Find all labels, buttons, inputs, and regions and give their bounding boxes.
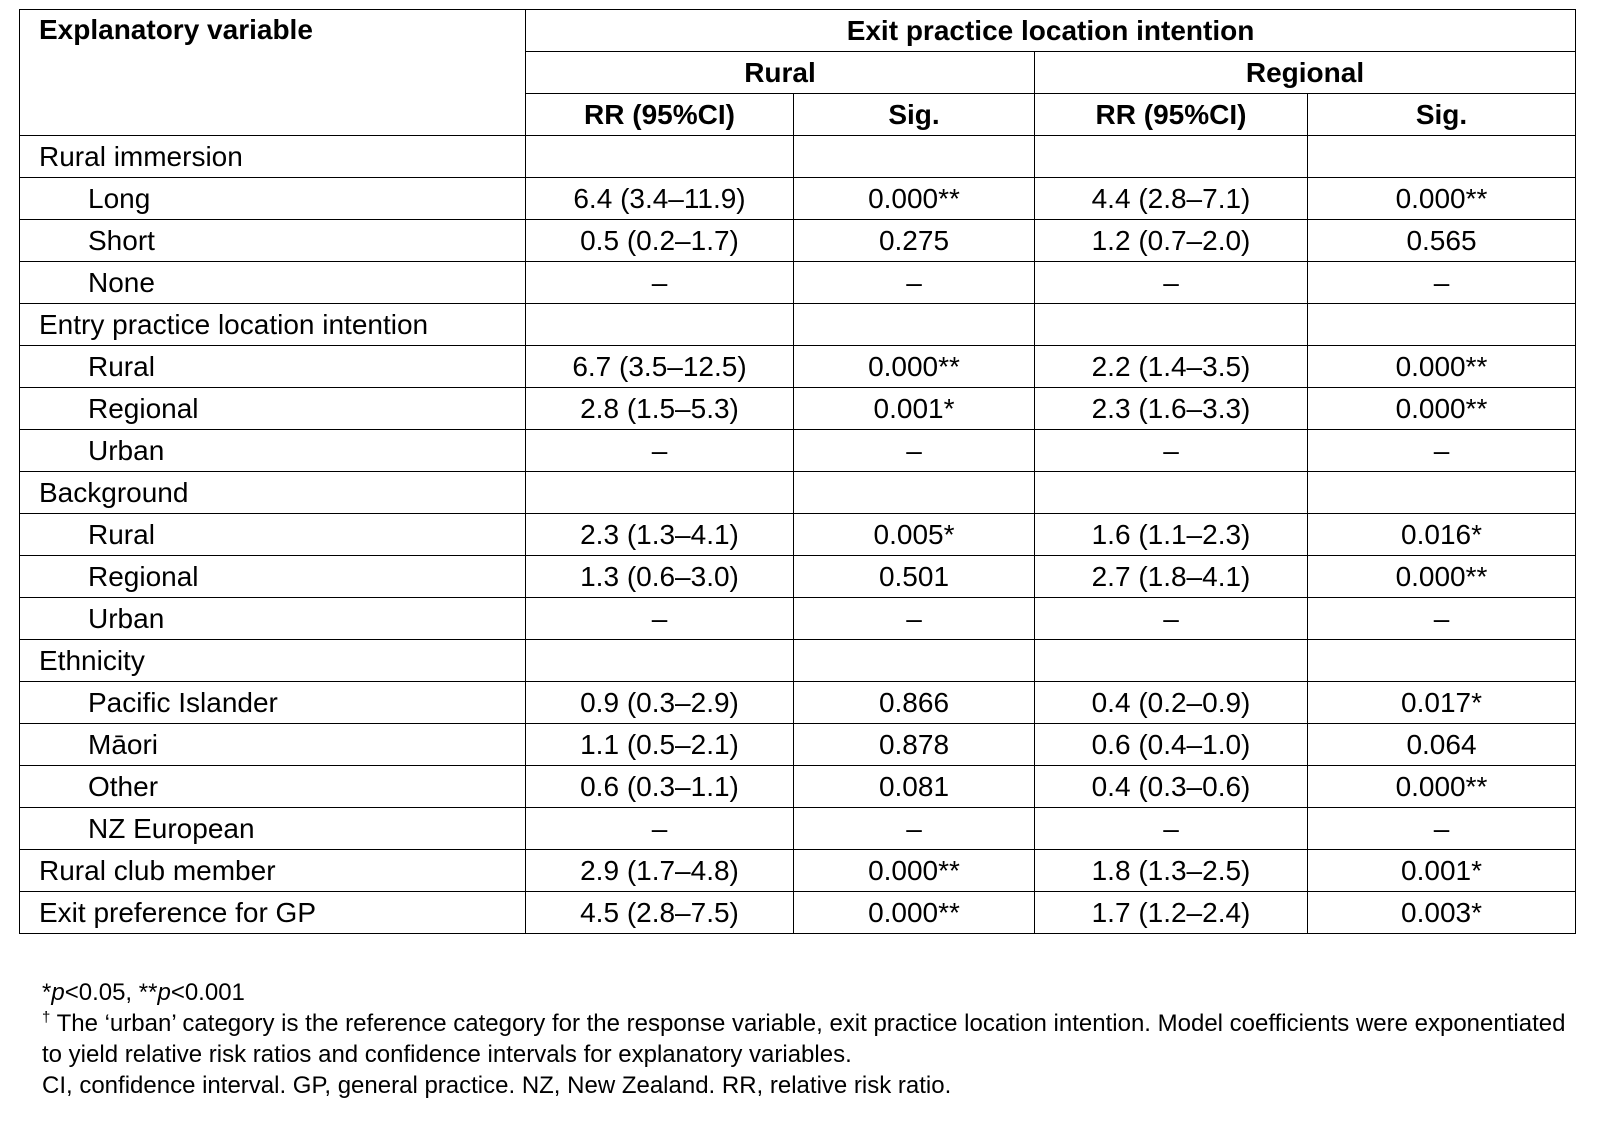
dagger-mark: † [42,1009,51,1026]
regional-rr-cell [1035,136,1308,178]
reference-footnote [42,1008,1572,1070]
rural-rr-cell [526,640,794,682]
rural-rr-cell: 0.9 (0.3–2.9) [526,682,794,724]
rural-sig-cell: 0.866 [794,682,1035,724]
table-row [20,514,1576,556]
variable-label: Rural immersion [20,136,526,178]
category-label: NZ European [20,808,526,850]
regional-rr-cell: 4.4 (2.8–7.1) [1035,178,1308,220]
regional-rr-cell: 2.3 (1.6–3.3) [1035,388,1308,430]
regional-sig-cell: 0.001* [1308,850,1576,892]
regional-sig-cell: 0.017* [1308,682,1576,724]
exit-intention-header: Exit practice location intention [526,10,1576,52]
category-label: Urban [20,598,526,640]
regional-sig-cell: 0.000** [1308,346,1576,388]
rural-rr-cell: 2.9 (1.7–4.8) [526,850,794,892]
regional-rr-cell: – [1035,262,1308,304]
table-row [20,556,1576,598]
rural-rr-cell: 2.8 (1.5–5.3) [526,388,794,430]
rural-rr-cell [526,472,794,514]
table-row [20,220,1576,262]
regional-sig-cell [1308,304,1576,346]
rural-rr-cell: – [526,430,794,472]
category-label: Māori [20,724,526,766]
rural-sig-cell: – [794,430,1035,472]
regional-sig-cell: 0.000** [1308,178,1576,220]
rural-sig-cell [794,136,1035,178]
rural-rr-cell: – [526,598,794,640]
p-symbol: p [157,979,171,1006]
rural-rr-cell: – [526,262,794,304]
rural-rr-cell: 1.3 (0.6–3.0) [526,556,794,598]
regional-rr-cell: 0.6 (0.4–1.0) [1035,724,1308,766]
rural-sig-cell: 0.878 [794,724,1035,766]
regional-sig-cell [1308,472,1576,514]
regional-sig-cell: 0.565 [1308,220,1576,262]
rural-sig-cell: – [794,262,1035,304]
category-label: Rural [20,514,526,556]
rural-sig-cell: 0.005* [794,514,1035,556]
table-row [20,850,1576,892]
category-label: Regional [20,388,526,430]
regional-rr-cell: 1.2 (0.7–2.0) [1035,220,1308,262]
table-row [20,388,1576,430]
rural-rr-cell [526,136,794,178]
category-label: Other [20,766,526,808]
variable-label: Exit preference for GP [20,892,526,934]
significance-footnote [42,977,1572,1008]
table-body [20,136,1576,934]
rural-group-header: Rural [526,52,1035,94]
rural-rr-cell: 4.5 (2.8–7.5) [526,892,794,934]
rural-rr-cell: 0.6 (0.3–1.1) [526,766,794,808]
variable-label: Background [20,472,526,514]
regional-rr-cell [1035,640,1308,682]
rural-sig-cell: – [794,598,1035,640]
regional-rr-cell: 2.2 (1.4–3.5) [1035,346,1308,388]
regional-rr-cell: – [1035,430,1308,472]
regional-rr-cell [1035,304,1308,346]
abbreviations-footnote: CI, confidence interval. GP, general practice. NZ, New Zealand. RR, relative risk ratio. [42,1072,952,1099]
regional-rr-cell: 1.6 (1.1–2.3) [1035,514,1308,556]
regional-rr-cell: 1.8 (1.3–2.5) [1035,850,1308,892]
regional-sig-cell [1308,136,1576,178]
regional-sig-cell: 0.016* [1308,514,1576,556]
regional-sig-cell: – [1308,430,1576,472]
rural-sig-header: Sig. [794,94,1035,136]
table-row [20,598,1576,640]
reference-footnote-text: The ‘urban’ category is the reference category for the response variable, exit practice location intention. Model coefficients were exponentiated to yield relative risk ratios and confidence intervals for explanatory variables. [42,1010,1566,1068]
rural-rr-cell: 2.3 (1.3–4.1) [526,514,794,556]
rural-rr-cell: 6.4 (3.4–11.9) [526,178,794,220]
table-row [20,640,1576,682]
table-row [20,682,1576,724]
table-row [20,724,1576,766]
rural-rr-cell: 0.5 (0.2–1.7) [526,220,794,262]
regional-sig-cell: – [1308,808,1576,850]
rural-rr-cell: 6.7 (3.5–12.5) [526,346,794,388]
regional-sig-cell: – [1308,598,1576,640]
explanatory-variable-header: Explanatory variable [20,10,526,136]
regional-sig-cell: 0.003* [1308,892,1576,934]
rural-sig-cell: 0.000** [794,850,1035,892]
category-label: Rural [20,346,526,388]
table-row [20,304,1576,346]
star-single: * [42,979,52,1006]
regional-rr-header: RR (95%CI) [1035,94,1308,136]
regional-sig-cell: 0.000** [1308,766,1576,808]
regional-sig-cell: 0.000** [1308,556,1576,598]
regional-sig-cell [1308,640,1576,682]
category-label: Regional [20,556,526,598]
category-label: Long [20,178,526,220]
rural-rr-cell: – [526,808,794,850]
table-row [20,766,1576,808]
rural-sig-cell [794,304,1035,346]
rural-sig-cell [794,472,1035,514]
rural-sig-cell: – [794,808,1035,850]
table-row [20,430,1576,472]
table-row [20,262,1576,304]
regional-rr-cell: 1.7 (1.2–2.4) [1035,892,1308,934]
variable-label: Entry practice location intention [20,304,526,346]
table-row [20,178,1576,220]
regional-rr-cell [1035,472,1308,514]
regional-group-header: Regional [1035,52,1576,94]
rural-rr-header: RR (95%CI) [526,94,794,136]
rural-sig-cell: 0.000** [794,178,1035,220]
table-row [20,892,1576,934]
regional-sig-cell: – [1308,262,1576,304]
rural-sig-cell: 0.081 [794,766,1035,808]
category-label: Pacific Islander [20,682,526,724]
table-row [20,346,1576,388]
regional-sig-header: Sig. [1308,94,1576,136]
category-label: None [20,262,526,304]
threshold-0001: <0.001 [170,979,245,1006]
rural-rr-cell [526,304,794,346]
star-double: ** [138,979,158,1006]
rural-sig-cell [794,640,1035,682]
regional-sig-cell: 0.000** [1308,388,1576,430]
category-label: Short [20,220,526,262]
rural-sig-cell: 0.501 [794,556,1035,598]
regional-rr-cell: – [1035,808,1308,850]
threshold-005: <0.05, [64,979,139,1006]
regional-rr-cell: – [1035,598,1308,640]
variable-label: Rural club member [20,850,526,892]
rural-rr-cell: 1.1 (0.5–2.1) [526,724,794,766]
regional-rr-cell: 0.4 (0.3–0.6) [1035,766,1308,808]
regional-rr-cell: 2.7 (1.8–4.1) [1035,556,1308,598]
regional-rr-cell: 0.4 (0.2–0.9) [1035,682,1308,724]
table-row [20,808,1576,850]
p-symbol: p [51,979,65,1006]
table-row [20,472,1576,514]
rural-sig-cell: 0.000** [794,892,1035,934]
rural-sig-cell: 0.001* [794,388,1035,430]
regional-sig-cell: 0.064 [1308,724,1576,766]
results-table [19,9,1576,934]
variable-label: Ethnicity [20,640,526,682]
rural-sig-cell: 0.275 [794,220,1035,262]
rural-sig-cell: 0.000** [794,346,1035,388]
table-row [20,136,1576,178]
category-label: Urban [20,430,526,472]
